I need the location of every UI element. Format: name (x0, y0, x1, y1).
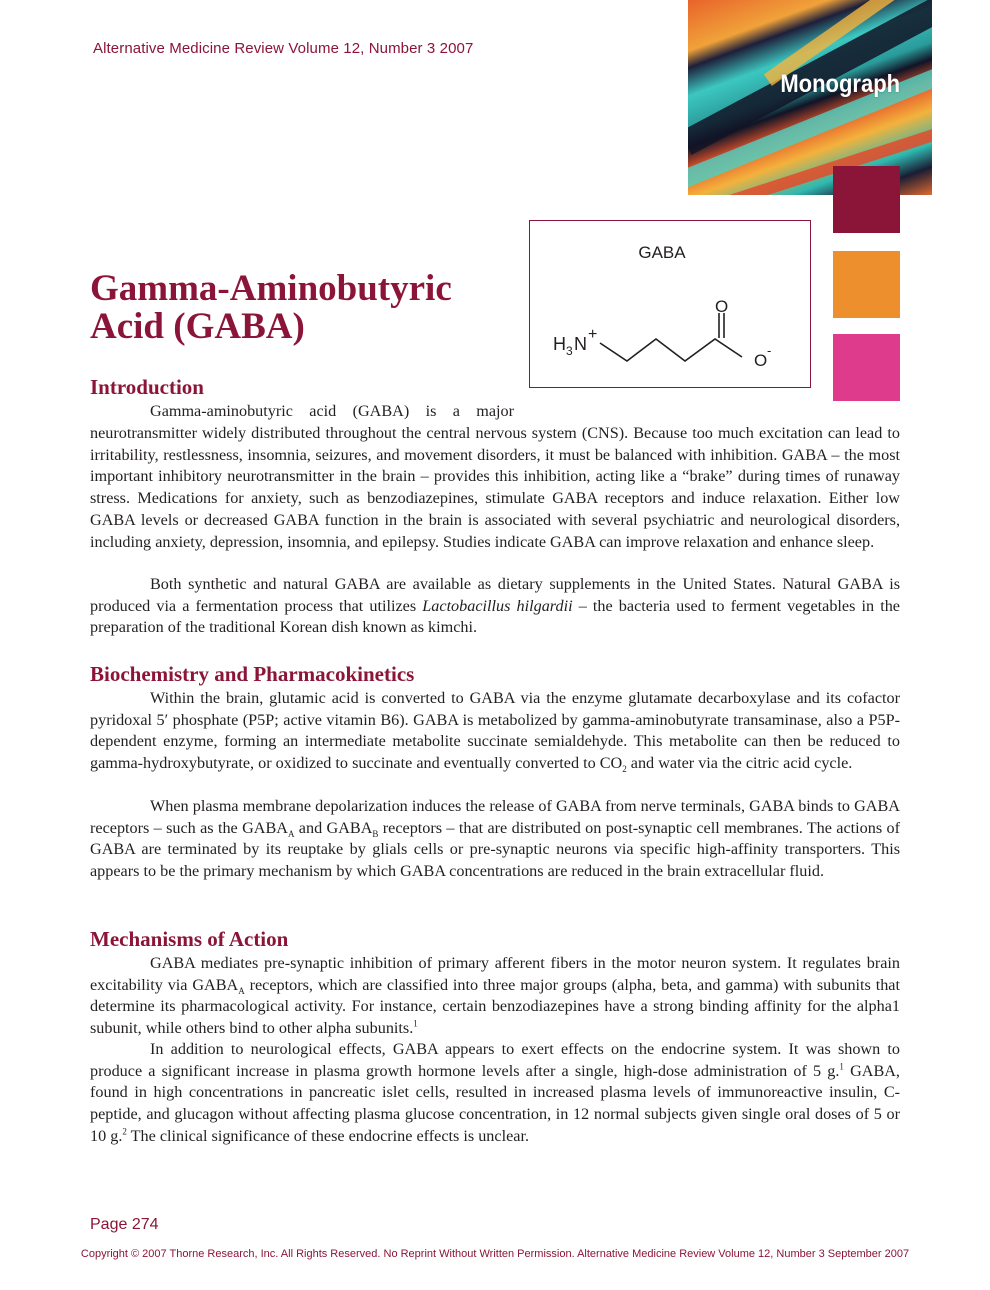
title-line-2: Acid (GABA) (90, 306, 305, 347)
biochem-paragraph-2 (90, 796, 900, 883)
section-label: Monograph (780, 70, 900, 98)
title-line-1: Gamma-Aminobutyric (90, 268, 452, 309)
gaba-a-subscript: A (287, 828, 295, 839)
intro-paragraph-1: neurotransmitter widely distributed throughout the central nervous system (CNS). Because too much excitation can lead to irritability, restlessness, insomnia, seizures, and movement disorders, it must be balanced with inhibition. GABA – the most important inhibitory neurotransmitter in the brain – provides this inhibition, acting like a “brake” during times of runaway stress. Medications for anxiety, such as benzodiazepines, stimulate GABA receptors and induce relaxation. Either low GABA levels or decreased GABA function in the brain is associated with several psychiatric and neurological disorders, including anxiety, depression, insomnia, and epilepsy. Studies indicate GABA can improve relaxation and enhance sleep. (90, 424, 900, 551)
copyright-notice: Copyright © 2007 Thorne Research, Inc. All Rights Reserved. No Reprint Without Written Permission. Alternative Medicine Review Volume 12, Number 3 September 2007 (80, 1248, 910, 1260)
color-square-pink (833, 334, 900, 401)
biochem-p2-text-mid: and GABA (294, 818, 373, 837)
oxygen-carboxylate: O (754, 351, 768, 370)
mechanisms-paragraph-2 (90, 1039, 900, 1148)
amine-charge: + (588, 326, 598, 343)
intro-p2-text-end: – the bacteria used to ferment vegetables in the preparation of the traditional Korean dish known as kimchi. (90, 596, 900, 637)
amine-subscript: 3 (566, 344, 573, 358)
mechanisms-paragraph-1 (90, 953, 900, 1040)
citation-superscript: 1 (413, 1018, 418, 1029)
citation-superscript: 2 (122, 1126, 127, 1137)
mech-p1-text: GABA mediates pre-synaptic inhibition of primary afferent fibers in the motor neuron system. It regulates brain excitability via GABA (90, 954, 900, 994)
section-heading-introduction: Introduction (90, 375, 204, 399)
intro-first-line: Gamma-aminobutyric acid (GABA) is a major (150, 402, 514, 420)
gaba-b-subscript: B (372, 828, 379, 839)
color-square-maroon (833, 166, 900, 233)
gaba-a-subscript: A (238, 985, 245, 996)
biochem-paragraph-1 (90, 688, 900, 775)
gaba-structure-diagram (530, 221, 812, 389)
amine-h: H (553, 334, 566, 354)
citation-superscript: 1 (839, 1061, 844, 1072)
mech-p1-text-end: receptors, which are classified into three major groups (alpha, beta, and gamma) with subunits that determine its pharmacological activity. For instance, certain benzodiazepines have a strong binding affinity for the alpha1 subunit, while others bind to other alpha subunits. (90, 975, 900, 1038)
amine-n: N (574, 334, 587, 354)
section-heading-biochemistry: Biochemistry and Pharmacokinetics (90, 662, 415, 686)
molecule-label: GABA (638, 243, 686, 262)
intro-p2-text: Both synthetic and natural GABA are available as dietary supplements in the United States. Natural GABA is produced via a fermentation process that utilizes (90, 575, 900, 615)
oxygen-charge: - (767, 343, 772, 358)
biochem-p1-text-end: and water via the citric acid cycle. (626, 754, 853, 773)
biochem-p1-text: Within the brain, glutamic acid is converted to GABA via the enzyme glutamate decarboxylase and its cofactor pyridoxal 5′ phosphate (P5P; active vitamin B6). GABA is metabolized by gamma-aminobutyrate transaminase, also a P5P-dependent enzyme, forming an intermediate metabolite succinate semialdehyde. This metabolite can then be reduced to gamma-hydroxybutyrate, or oxidized to succinate and eventually converted to CO (90, 689, 900, 773)
oxygen-carbonyl: O (715, 297, 729, 316)
mech-p2-text: In addition to neurological effects, GABA appears to exert effects on the endocrine system. It was shown to produce a significant increase in plasma growth hormone levels after a single, high-dose administration of 5 g. (90, 1040, 900, 1080)
article-title (90, 270, 520, 346)
biochem-p2-text: When plasma membrane depolarization induces the release of GABA from nerve terminals, GABA binds to GABA receptors – such as the GABA (90, 797, 900, 837)
section-heading-mechanisms: Mechanisms of Action (90, 927, 289, 951)
intro-paragraph-2 (90, 574, 900, 639)
biochem-p2-text-end: receptors – that are distributed on post-synaptic cell membranes. The actions of GABA are terminated by its reuptake by glials cells or pre-synaptic neurons via specific high-affinity transporters. This appears to be the primary mechanism by which GABA concentrations are reduced in the brain extracellular fluid. (90, 818, 900, 881)
mech-p2-text-end: The clinical significance of these endocrine effects is unclear. (126, 1126, 529, 1145)
bacteria-name: Lactobacillus hilgardii (422, 596, 573, 615)
co2-subscript: 2 (622, 764, 627, 775)
carbon-chain-bonds (600, 339, 742, 361)
mech-p2-text-mid: GABA, found in high concentrations in pancreatic islet cells, resulted in increased plasma levels of immunoreactive insulin, C-peptide, and glucagon without affecting plasma glucose concentration, in 12 normal subjects given single oral doses of 5 or 10 g. (90, 1061, 900, 1145)
gaba-structure-figure (529, 220, 811, 388)
color-square-orange (833, 251, 900, 318)
page-number: Page 274 (90, 1216, 159, 1233)
journal-header: Alternative Medicine Review Volume 12, Number 3 2007 (93, 40, 474, 57)
